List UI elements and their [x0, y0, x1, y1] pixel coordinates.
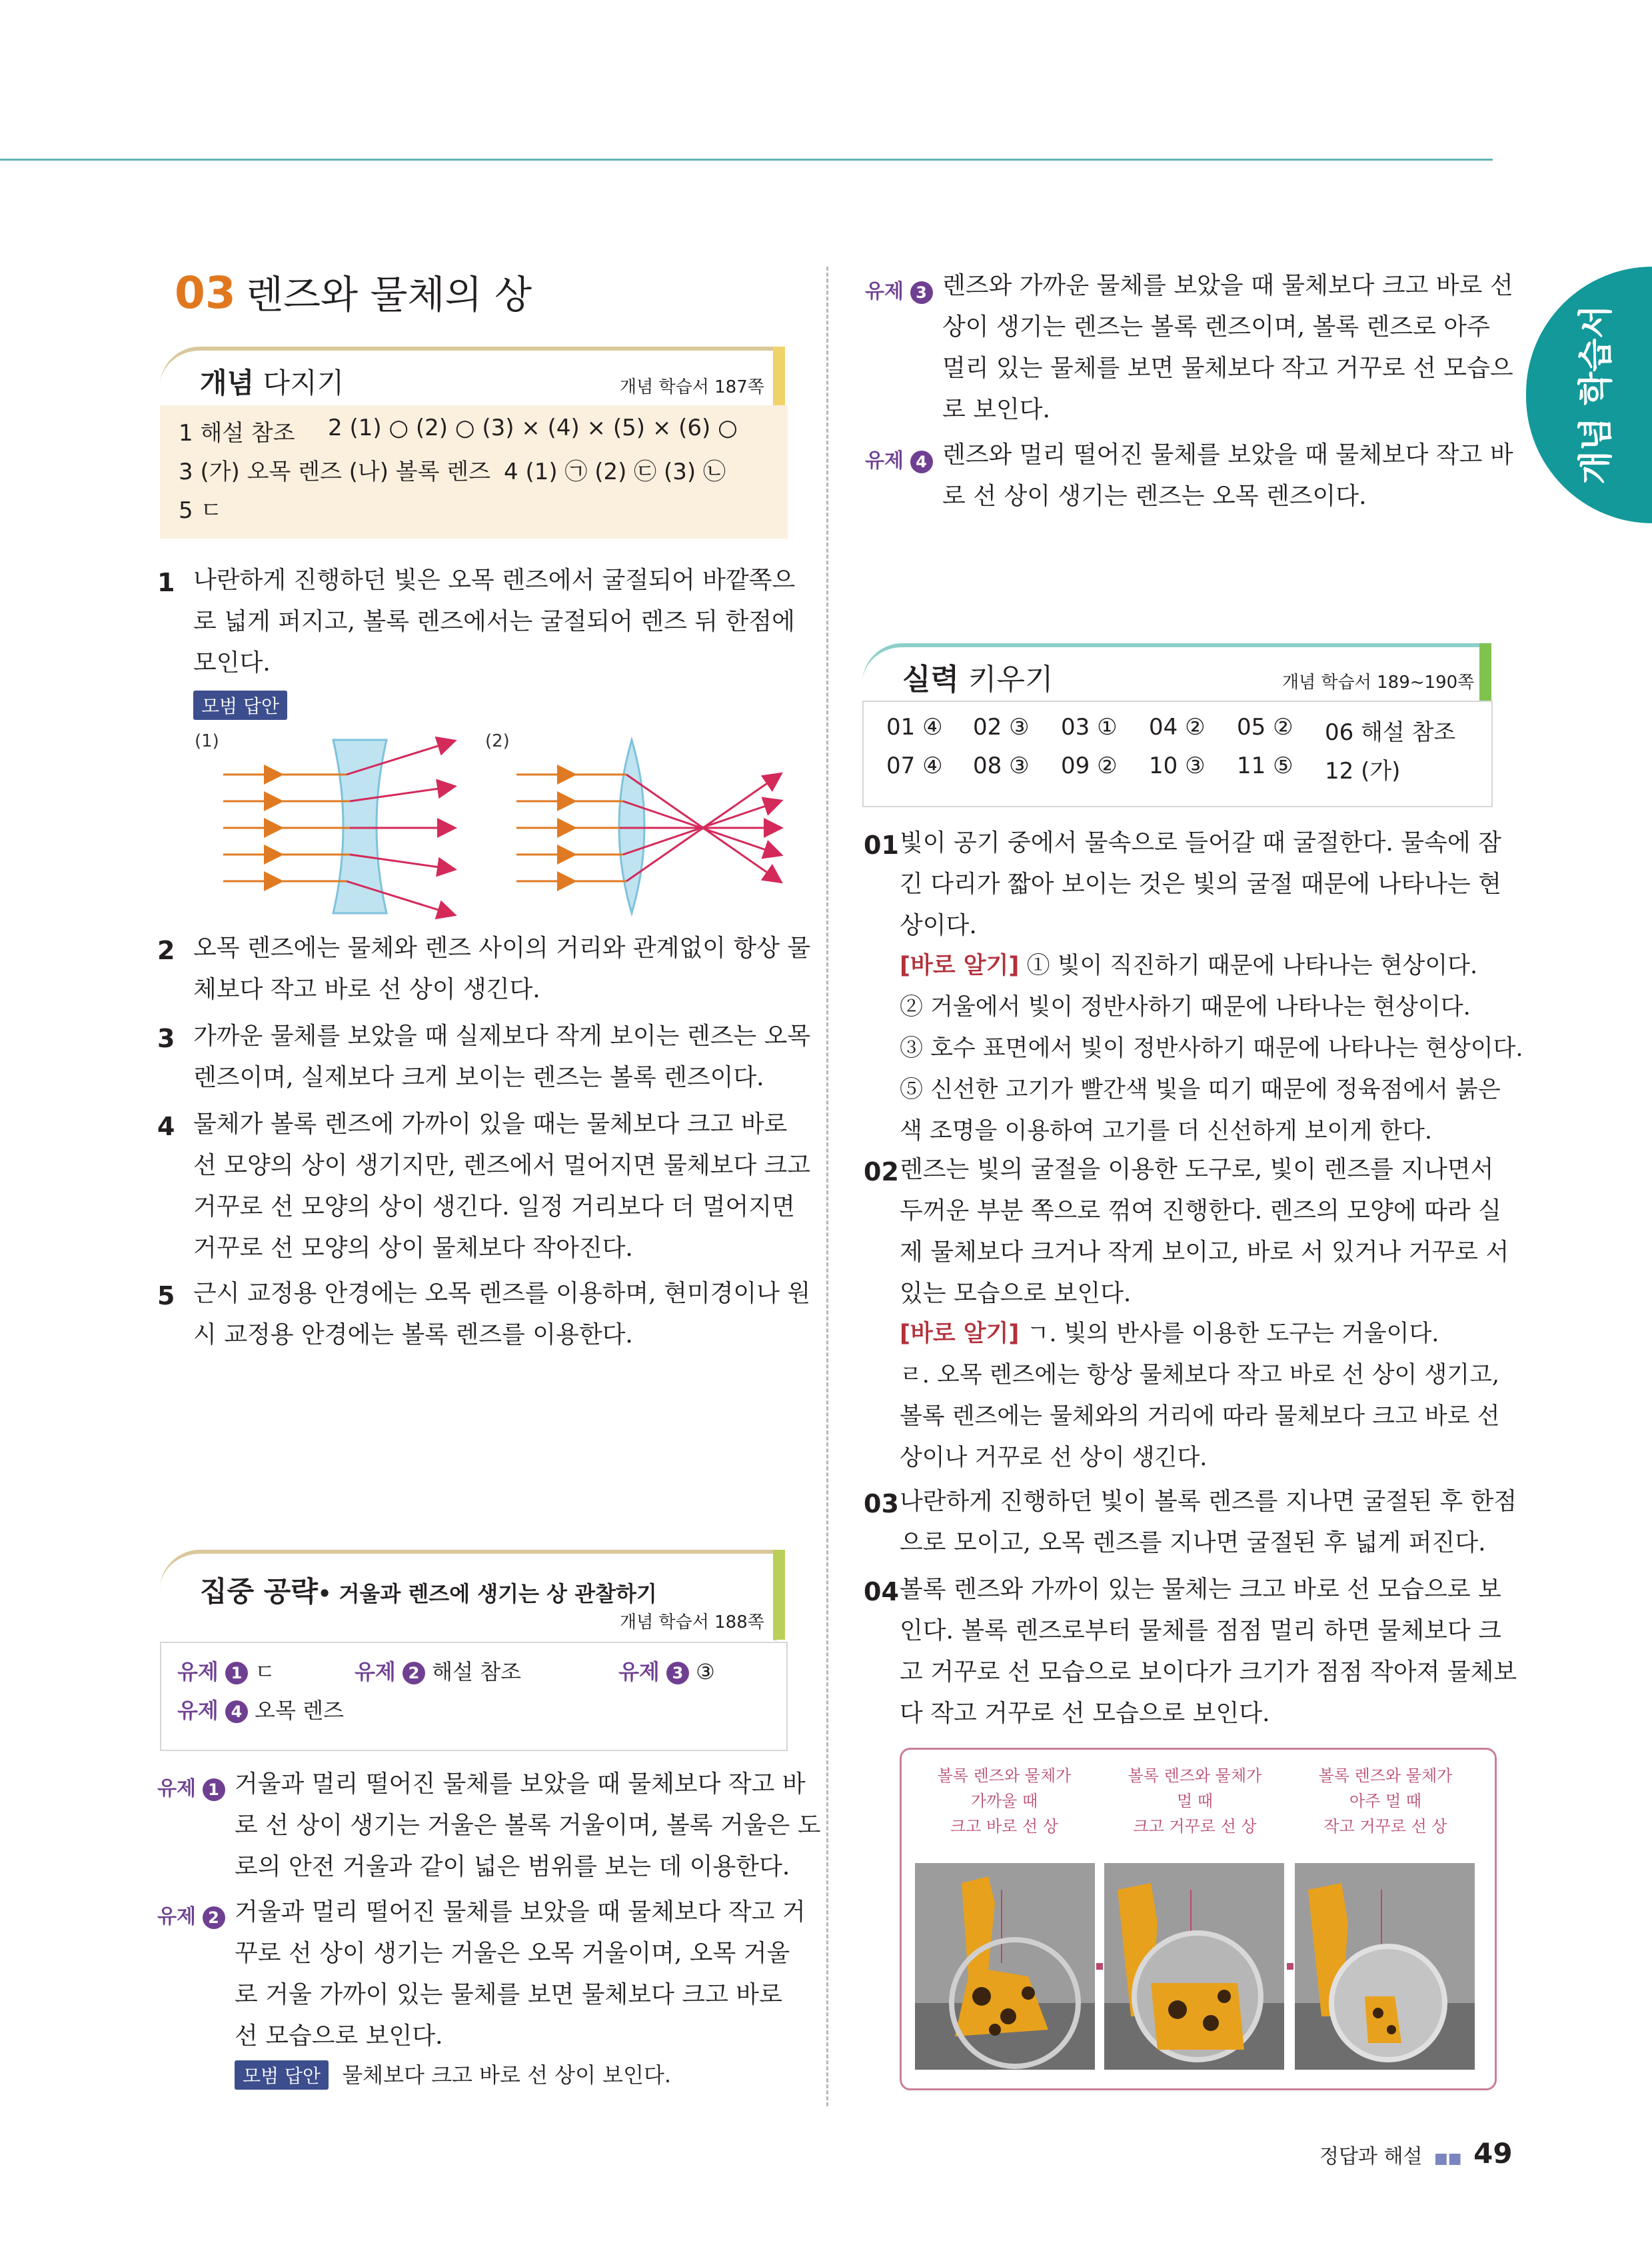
concept-answers [160, 405, 788, 539]
skill-answer: 02 ③ [973, 714, 1030, 741]
converging-rays-2 [620, 775, 780, 881]
text-line: 두꺼운 부분 쪽으로 꺾여 진행한다. 렌즈의 모양에 따라 실 [900, 1197, 1501, 1224]
text-line: 나란하게 진행하던 빛은 오목 렌즈에서 굴절되어 바깥쪽으 [193, 567, 796, 594]
right-example-3 [942, 265, 1513, 431]
example-label: 유제 1 [157, 1772, 225, 1801]
item-number: 5 [157, 1281, 175, 1310]
skill-answer: 12 (가) [1325, 758, 1401, 785]
text-line: 물체가 볼록 렌즈에 가까이 있을 때는 물체보다 크고 바로 [193, 1111, 788, 1138]
text-line: ① 빛이 직진하기 때문에 나타나는 현상이다. [1026, 953, 1478, 979]
skill-answer: 09 ② [1061, 753, 1118, 779]
concept-ref: 개념 학습서 187쪽 [620, 377, 764, 397]
text-line: 상이 생기는 렌즈는 볼록 렌즈이며, 볼록 렌즈로 아주 [942, 313, 1490, 341]
text-line: 색 조명을 이용하여 고기를 더 신선하게 보이게 한다. [900, 1118, 1433, 1144]
text-line: 오목 렌즈에는 물체와 렌즈 사이의 거리와 관계없이 항상 물 [193, 935, 811, 962]
text-line: 가까운 물체를 보았을 때 실제보다 작게 보이는 렌즈는 오목 [193, 1023, 811, 1050]
skill-answers [862, 701, 1493, 807]
giraffe-photo-3 [1295, 1863, 1475, 2070]
concept-line3: 5 ㄷ [179, 497, 223, 524]
text-line: 긴 다리가 짧아 보이는 것은 빛의 굴절 때문에 나타나는 현 [900, 871, 1501, 898]
text-line: 로 거울 가까이 있는 물체를 보면 물체보다 크고 바로 [235, 1981, 782, 2008]
item-number: 2 [157, 936, 175, 965]
concept-box [160, 347, 788, 540]
photo-caption-1: 볼록 렌즈와 물체가 가까울 때 크고 바로 선 상 [937, 1766, 1072, 1836]
baro-1 [900, 945, 1523, 1152]
text-line: 빛이 공기 중에서 물속으로 들어갈 때 굴절한다. 물속에 잠 [900, 829, 1501, 857]
lens-diagram [187, 727, 800, 927]
text-line: 거꾸로 선 모양의 상이 물체보다 작아진다. [193, 1234, 633, 1262]
focus-box [160, 1550, 788, 1750]
right-item-01 [900, 823, 1501, 947]
skill-box [862, 643, 1493, 807]
skill-answer: 05 ② [1237, 714, 1293, 741]
text-line: ⑤ 신선한 고기가 빨간색 빛을 띠기 때문에 정육점에서 붉은 [900, 1077, 1501, 1103]
text-line: 고 거꾸로 선 모습으로 보이다가 크기가 점점 작아져 물체보 [900, 1658, 1517, 1686]
text-line: 선 모습으로 보인다. [235, 2022, 443, 2050]
text-line: ③ 호수 표면에서 빛이 정반사하기 때문에 나타나는 현상이다. [900, 1035, 1523, 1062]
text-line: 거꾸로 선 모양의 상이 생긴다. 일정 거리보다 더 멀어지면 [193, 1193, 795, 1220]
section-number: 03 [175, 267, 236, 319]
focus-title-bold: 집중 공략 [200, 1575, 318, 1608]
item-number: 4 [157, 1112, 175, 1141]
left-model-answer [235, 2058, 671, 2090]
example-label: 유제 3 [865, 275, 933, 304]
focus-answer: 유제 2 해설 참조 [355, 1659, 521, 1684]
skill-answer: 11 ⑤ [1237, 753, 1293, 779]
column-divider [826, 267, 828, 2106]
text-line: 로의 안전 거울과 같이 넓은 범위를 보는 데 이용한다. [235, 1853, 790, 1880]
skill-ref: 개념 학습서 189~190쪽 [1282, 673, 1475, 693]
side-tab [1526, 267, 1652, 523]
concave-lens-shape [333, 740, 387, 913]
focus-ref: 개념 학습서 188쪽 [620, 1612, 764, 1632]
skill-answer: 01 ④ [886, 714, 943, 741]
right-example-4 [942, 435, 1513, 517]
diagram-label-2: (2) [485, 731, 510, 751]
text-line: 인다. 볼록 렌즈로부터 물체를 점점 멀리 하면 물체보다 크 [900, 1617, 1501, 1644]
text-line: 나란하게 진행하던 빛이 볼록 렌즈를 지나면 굴절된 후 한점 [900, 1488, 1517, 1515]
page-number: 49 [1473, 2137, 1513, 2170]
footer-marker-icon: ■■ [1433, 2150, 1462, 2167]
concept-line1-a: 1 해설 참조 [179, 420, 295, 447]
item-number: 3 [157, 1024, 175, 1053]
item-number: 01 [864, 831, 899, 860]
text-line: 있는 모습으로 보인다. [900, 1280, 1132, 1307]
text-line: ② 거울에서 빛이 정반사하기 때문에 나타나는 현상이다. [900, 994, 1471, 1021]
photo-caption-3: 볼록 렌즈와 물체가 아주 멀 때 작고 거꾸로 선 상 [1318, 1766, 1453, 1836]
baro-label: [바로 알기] [900, 953, 1020, 979]
skill-answer: 04 ② [1149, 714, 1206, 741]
baro-2 [900, 1313, 1499, 1478]
incident-rays-1 [223, 775, 350, 881]
text-line: 상이나 거꾸로 선 상이 생긴다. [900, 1444, 1208, 1471]
concept-line2-b: 4 (1) ㉠ (2) ㉢ (3) ㉡ [504, 459, 726, 485]
text-line: 로 보인다. [942, 396, 1050, 423]
left-item-4 [193, 1104, 810, 1269]
text-line: 근시 교정용 안경에는 오목 렌즈를 이용하며, 현미경이나 원 [193, 1280, 811, 1307]
section-title: 렌즈와 물체의 상 [245, 272, 532, 317]
skill-title-rest: 키우기 [968, 663, 1054, 697]
left-item-2 [193, 928, 810, 1011]
text-line: 볼록 렌즈에는 물체와의 거리에 따라 물체보다 크고 바로 선 [900, 1403, 1500, 1430]
concept-title-bold: 개념 [200, 367, 255, 399]
example-label: 유제 4 [865, 444, 933, 473]
photo-panel [900, 1748, 1497, 2090]
text-line: 시 교정용 안경에는 볼록 렌즈를 이용한다. [193, 1321, 633, 1348]
focus-answer: 유제 1 ㄷ [177, 1659, 276, 1684]
text-line: 렌즈이며, 실제보다 크게 보이는 렌즈는 볼록 렌즈이다. [193, 1064, 764, 1091]
text-line: 로 선 상이 생기는 거울은 볼록 거울이며, 볼록 거울은 도 [235, 1812, 821, 1839]
focus-answers [160, 1642, 788, 1751]
footer [1319, 2137, 1513, 2170]
text-line: 체보다 작고 바로 선 상이 생긴다. [193, 976, 540, 1003]
focus-title-rest: • 거울과 렌즈에 생기는 상 관찰하기 [317, 1581, 657, 1606]
skill-answer: 07 ④ [886, 753, 943, 779]
side-tab-label: 개념 학습서 [1576, 305, 1617, 485]
left-item-1 [193, 560, 795, 684]
skill-answer: 03 ① [1061, 714, 1118, 741]
text-line: ㄹ. 오목 렌즈에는 항상 물체보다 작고 바로 선 상이 생기고, [900, 1362, 1500, 1388]
section-heading [175, 263, 532, 319]
example-label: 유제 2 [157, 1900, 225, 1929]
model-answer-text: 물체보다 크고 바로 선 상이 보인다. [342, 2062, 672, 2088]
connector-dot [1287, 1963, 1293, 1970]
focus-answer: 유제 3 ③ [618, 1659, 715, 1684]
text-line: 로 선 상이 생기는 렌즈는 오목 렌즈이다. [942, 483, 1367, 510]
concept-line1-b: 2 (1) ○ (2) ○ (3) × (4) × (5) × (6) ○ [328, 415, 738, 441]
convex-lens-shape [619, 740, 644, 913]
text-line: 선 모양의 상이 생기지만, 렌즈에서 멀어지면 물체보다 크고 [193, 1152, 811, 1179]
model-answer-badge: 모범 답안 [235, 2060, 329, 2090]
model-answer-badge: 모범 답안 [193, 691, 287, 720]
skill-answer: 08 ③ [973, 753, 1030, 779]
text-line: 거울과 멀리 떨어진 물체를 보았을 때 물체보다 작고 거 [235, 1898, 806, 1926]
item-number: 03 [864, 1489, 899, 1518]
skill-answer: 10 ③ [1149, 753, 1206, 779]
right-item-03 [900, 1481, 1517, 1564]
text-line: 렌즈는 빛의 굴절을 이용한 도구로, 빛이 렌즈를 지나면서 [900, 1156, 1494, 1183]
skill-answer: 06 해설 참조 [1325, 719, 1456, 746]
text-line: 거울과 멀리 떨어진 물체를 보았을 때 물체보다 작고 바 [235, 1770, 806, 1798]
right-item-02 [900, 1149, 1509, 1314]
footer-label: 정답과 해설 [1319, 2145, 1423, 2168]
baro-label: [바로 알기] [900, 1320, 1020, 1347]
skill-title-bold: 실력 [902, 663, 960, 697]
left-example-2 [235, 1892, 806, 2057]
text-line: 렌즈와 멀리 떨어진 물체를 보았을 때 물체보다 작고 바 [942, 441, 1513, 469]
text-line: 다 작고 거꾸로 선 모습으로 보인다. [900, 1700, 1270, 1727]
text-line: 멀리 있는 물체를 보면 물체보다 작고 거꾸로 선 모습으 [942, 355, 1513, 382]
text-line: 꾸로 선 상이 생기는 거울은 오목 거울이며, 오목 거울 [235, 1940, 790, 1967]
text-line: 볼록 렌즈와 가까이 있는 물체는 크고 바로 선 모습으로 보 [900, 1576, 1501, 1603]
item-number: 1 [157, 568, 175, 597]
diagram-label-1: (1) [195, 731, 219, 751]
concept-title-rest: 다지기 [263, 367, 345, 399]
text-line: 상이다. [900, 912, 977, 939]
incident-rays-2 [516, 775, 626, 881]
left-item-3 [193, 1016, 810, 1099]
left-item-5 [193, 1273, 810, 1356]
text-line: 로 넓게 퍼지고, 볼록 렌즈에서는 굴절되어 렌즈 뒤 한점에 [193, 608, 795, 635]
giraffe-photo-1 [915, 1863, 1095, 2070]
text-line: ㄱ. 빛의 반사를 이용한 도구는 거울이다. [1026, 1320, 1439, 1347]
photo-caption-2: 볼록 렌즈와 물체가 멀 때 크고 거꾸로 선 상 [1128, 1766, 1262, 1836]
left-example-1 [235, 1764, 821, 1888]
giraffe-photo-2 [1104, 1863, 1284, 2070]
item-number: 02 [864, 1157, 899, 1186]
text-line: 모인다. [193, 649, 271, 677]
text-line: 렌즈와 가까운 물체를 보았을 때 물체보다 크고 바로 선 [942, 272, 1513, 299]
text-line: 제 물체보다 크거나 작게 보이고, 바로 서 있거나 거꾸로 서 [900, 1238, 1509, 1266]
text-line: 으로 모이고, 오목 렌즈를 지나면 굴절된 후 넓게 퍼진다. [900, 1529, 1486, 1556]
focus-answer: 유제 4 오목 렌즈 [177, 1698, 344, 1723]
right-item-04 [900, 1569, 1517, 1734]
item-number: 04 [864, 1577, 899, 1606]
top-rule [0, 159, 1493, 161]
concept-line2-a: 3 (가) 오목 렌즈 (나) 볼록 렌즈 [179, 459, 490, 485]
connector-dot [1096, 1963, 1103, 1970]
